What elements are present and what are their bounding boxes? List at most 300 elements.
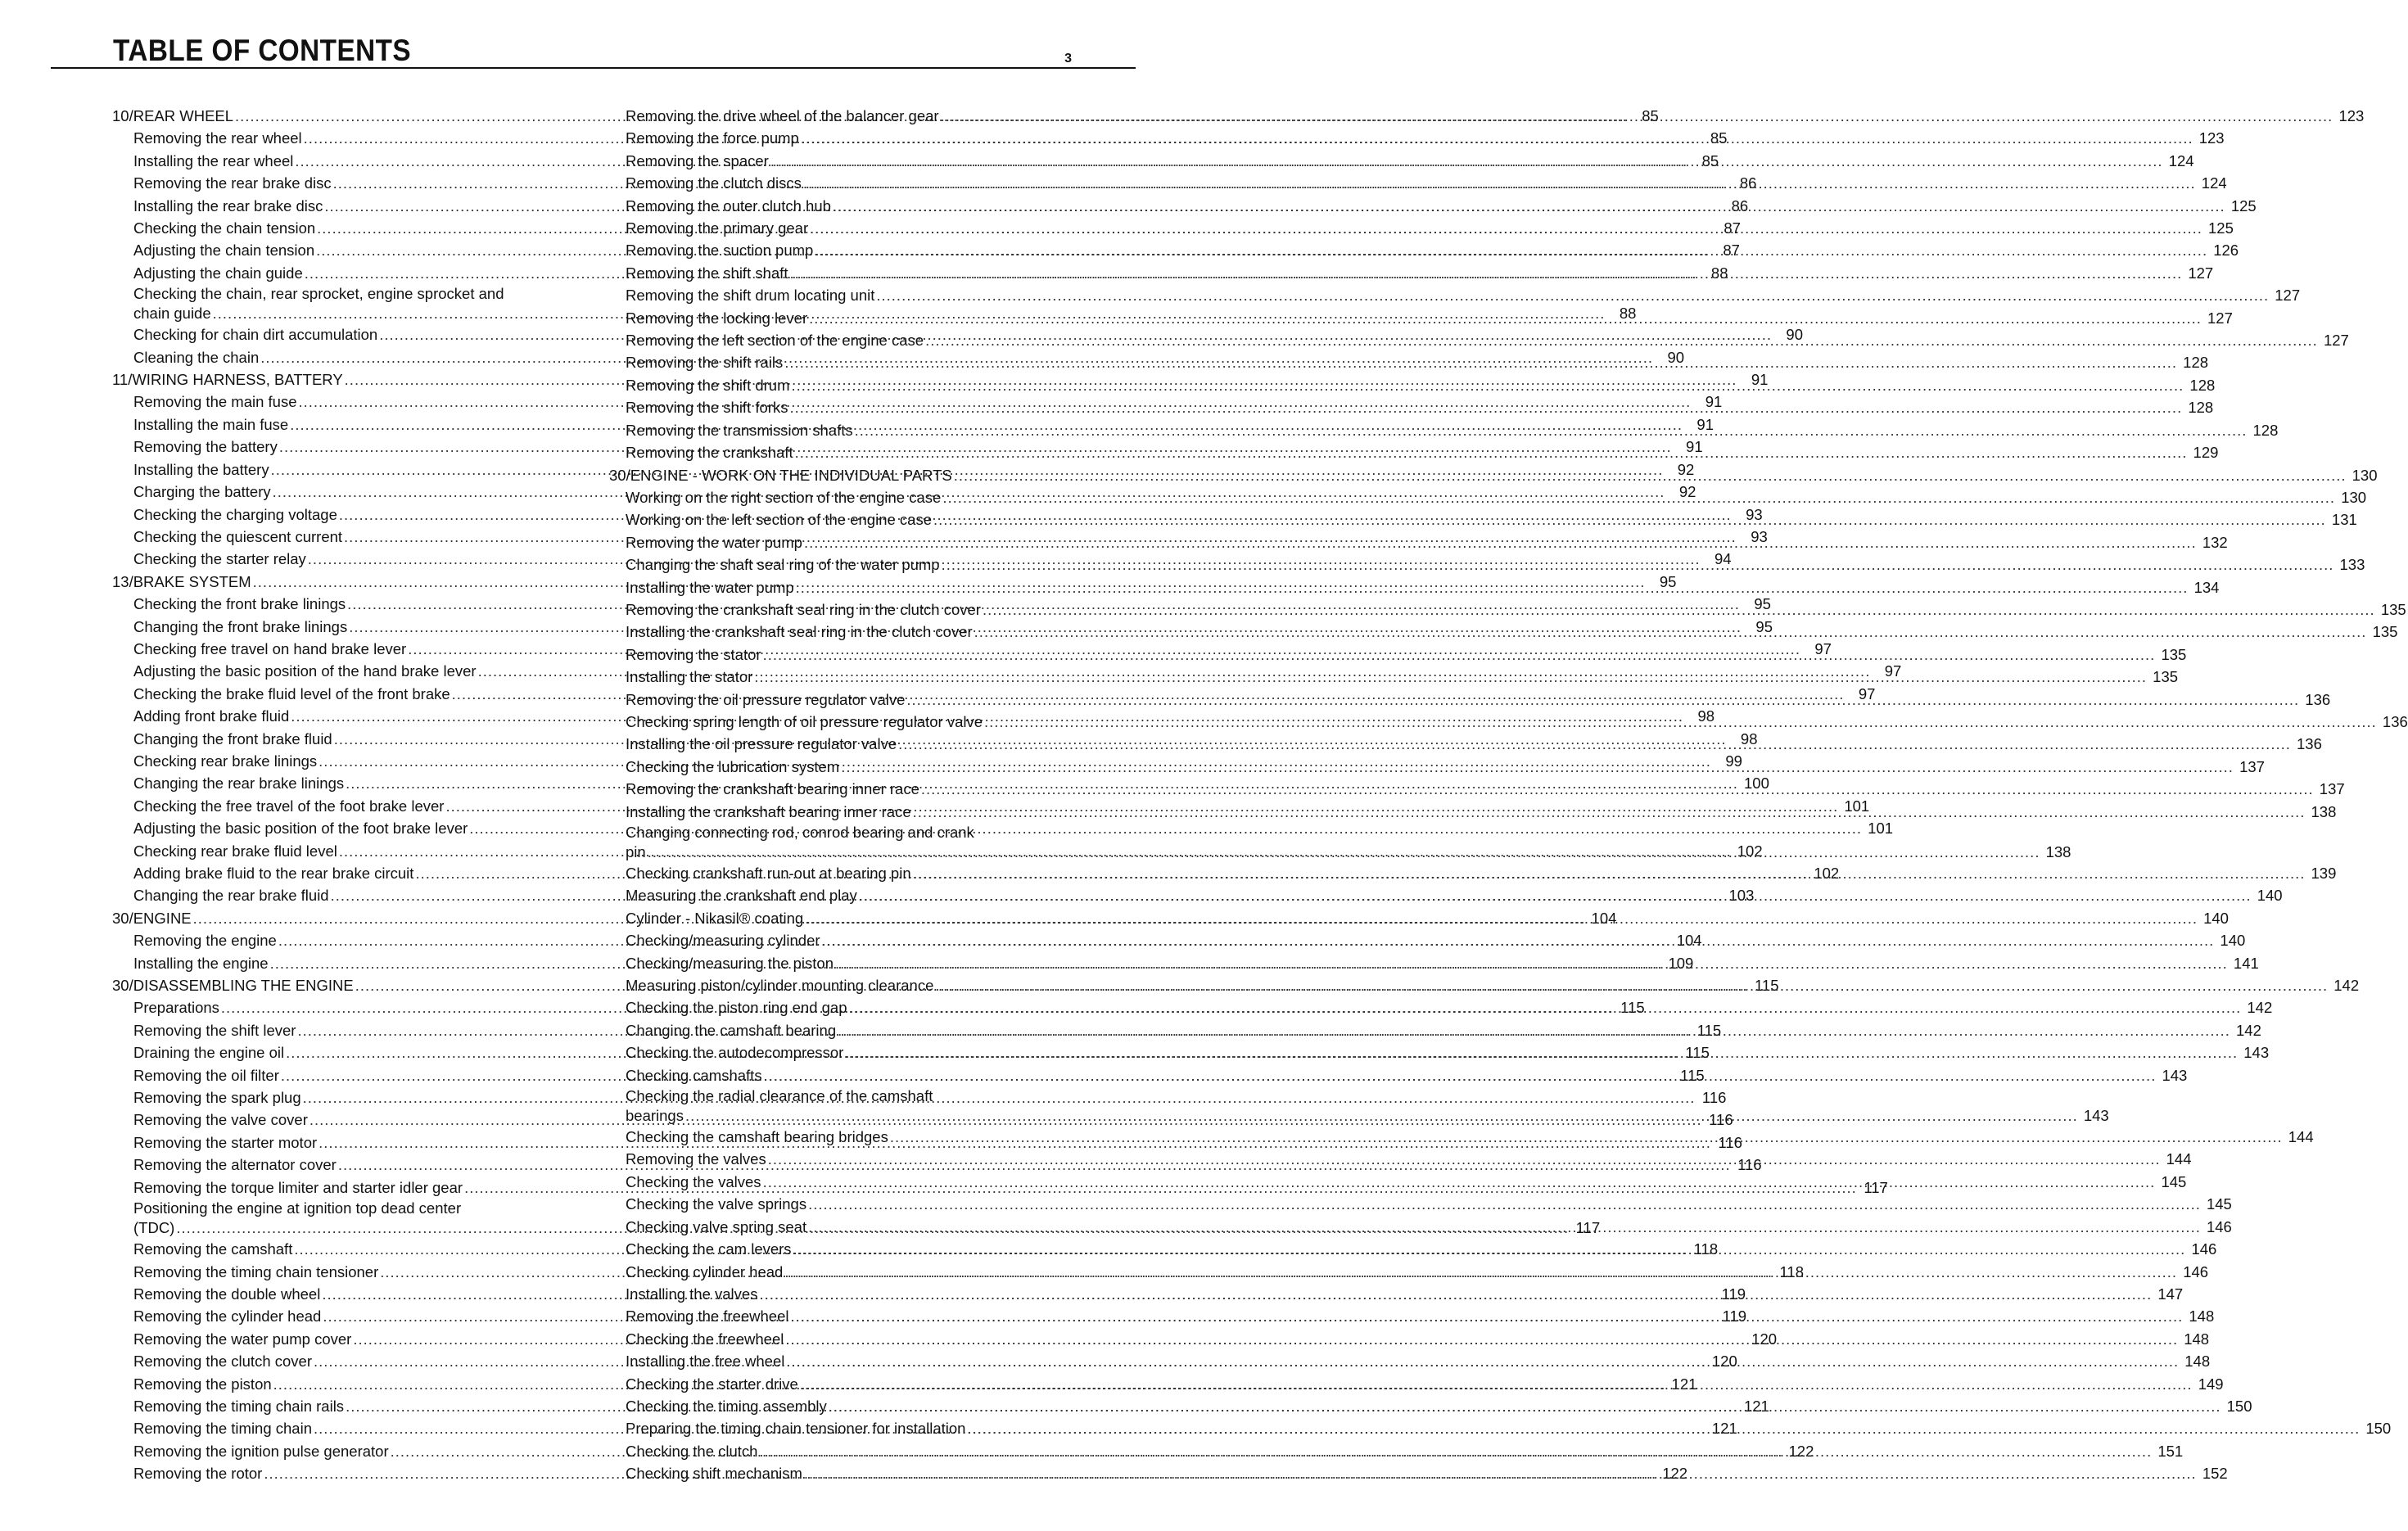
toc-entry-page: 88: [1619, 305, 1637, 323]
toc-entry-page: 128: [2189, 376, 2216, 394]
toc-entry-title: Installing the crankshaft seal ring in the clutch cover: [626, 623, 973, 641]
toc-entry-title: Removing the valve cover: [133, 1111, 308, 1129]
toc-entry-title: Measuring the crankshaft end play: [626, 887, 857, 905]
dot-leader: [983, 598, 2375, 621]
toc-entry-title-line1: Positioning the engine at ignition top dead center: [133, 1199, 462, 1217]
dot-leader: [890, 1126, 2283, 1148]
toc-entry-page: 138: [2311, 802, 2337, 820]
toc-entry-title: Charging the battery: [133, 483, 271, 501]
toc-entry-page: 99: [1725, 752, 1742, 770]
toc-entry-title: Checking free travel on hand brake lever: [133, 639, 407, 657]
dot-leader: [754, 666, 2147, 688]
dot-leader: [835, 952, 2228, 974]
toc-entry-title: Checking the front brake linings: [133, 595, 346, 613]
toc-entry-page: 97: [1858, 684, 1876, 702]
toc-entry-title: Removing the clutch discs: [626, 174, 802, 192]
dot-leader: [804, 1462, 2197, 1484]
dot-leader: [770, 150, 2163, 172]
dot-leader: [935, 974, 2328, 996]
toc-entry-title: Removing the shift forks: [626, 399, 788, 417]
toc-entry-page: 93: [1746, 505, 1763, 523]
toc-entry-page: 104: [1676, 932, 1702, 950]
dot-leader: [838, 1019, 2230, 1041]
dot-leader: [822, 929, 2215, 951]
toc-entry-title: Removing the water pump cover: [133, 1330, 352, 1348]
toc-entry-title: Removing the shift lever: [133, 1021, 296, 1039]
toc-entry-page: 104: [1591, 909, 1617, 927]
toc-entry-title: Removing the alternator cover: [133, 1156, 337, 1174]
toc-entry-page: 147: [2157, 1285, 2184, 1303]
toc-entry-title: Removing the shift drum locating unit: [626, 287, 875, 305]
toc-entry-page: 85: [1642, 107, 1659, 124]
toc-entry-title: Checking the autodecompressor: [626, 1044, 844, 1062]
toc-entry-page: 146: [2206, 1217, 2232, 1235]
toc-entry-page: 145: [2161, 1172, 2187, 1190]
toc-entry-title: Checking rear brake linings: [133, 752, 318, 770]
toc-entry-page: 92: [1677, 460, 1695, 478]
toc-entry-page: 118: [1779, 1262, 1805, 1280]
toc-entry-page: 131: [2331, 511, 2357, 529]
toc-entry-title: Installing the rear brake disc: [133, 196, 323, 215]
toc-entry-page: 135: [2372, 623, 2398, 641]
toc-entry-title: Removing the shift rails: [626, 354, 784, 372]
dot-leader: [845, 1041, 2238, 1064]
toc-entry-title: Removing the timing chain: [133, 1420, 312, 1438]
toc-entry-title: Removing the spacer: [626, 151, 769, 169]
toc-entry-page: 86: [1739, 174, 1757, 192]
dot-leader: [804, 531, 2197, 553]
toc-entry-title: Changing the front brake fluid: [133, 729, 332, 747]
toc-entry-page: 144: [2288, 1128, 2314, 1146]
toc-entry-title: Removing the torque limiter and starter idler gear: [133, 1178, 463, 1196]
dot-leader: [921, 778, 2314, 800]
toc-entry-page: 137: [2239, 757, 2265, 775]
toc-entry-title: Checking rear brake fluid level: [133, 842, 337, 860]
toc-entry-title: Removing the crankshaft seal ring in the clutch cover: [626, 600, 981, 618]
toc-entry-title: Changing the camshaft bearing: [626, 1021, 837, 1039]
toc-entry-title: Changing the front brake linings: [133, 617, 348, 635]
toc-entry-page: 115: [1696, 1021, 1722, 1039]
toc-entry-page: 91: [1751, 371, 1769, 389]
dot-leader: [942, 486, 2335, 508]
toc-entry-page: 97: [1884, 662, 1902, 680]
toc-entry-page: 124: [2201, 174, 2227, 192]
dot-leader: [913, 801, 2306, 823]
toc-entry-page: 141: [2233, 954, 2259, 972]
toc-entry-page: 115: [1685, 1044, 1710, 1062]
dot-leader: [759, 1283, 2152, 1305]
toc-entry-title: Installing the crankshaft bearing inner race: [626, 802, 911, 820]
toc-entry-title: Removing the stator: [626, 645, 761, 663]
dot-leader: [815, 239, 2207, 261]
toc-entry-title: Installing the stator: [626, 668, 753, 686]
toc-entry-page: 97: [1814, 639, 1832, 657]
toc-entry-page: 128: [2183, 354, 2209, 372]
toc-entry-page: 100: [1744, 775, 1769, 793]
toc-entry-page: 146: [2191, 1240, 2217, 1258]
toc-entry-page: 91: [1696, 415, 1714, 433]
toc-entry-page: 116: [1701, 1089, 1727, 1107]
dot-leader: [648, 842, 2040, 862]
dot-leader: [898, 733, 2291, 755]
toc-entry-title: Removing the shift drum: [626, 376, 790, 394]
page-title: TABLE OF CONTENTS: [113, 34, 412, 67]
toc-entry-title-line2: bearings: [626, 1107, 684, 1125]
toc-entry-title: Removing the battery: [133, 438, 278, 456]
dot-leader: [763, 644, 2156, 666]
toc-entry-title: Checking the starter drive: [626, 1375, 798, 1393]
toc-entry-page: 120: [1711, 1353, 1737, 1371]
toc-entry-title: Checking/measuring the piston: [626, 954, 834, 972]
toc-entry-page: 85: [1710, 129, 1728, 147]
toc-entry-title: Checking the starter relay: [133, 550, 306, 568]
toc-entry-title: Removing the spark plug: [133, 1089, 301, 1107]
toc-entry-title: Removing the transmission shafts: [626, 421, 853, 439]
toc-entry-page: 144: [2166, 1150, 2192, 1168]
toc-entry-title-line2: pin: [626, 843, 646, 860]
toc-entry-page: 91: [1705, 393, 1723, 411]
dot-leader: [808, 1193, 2201, 1215]
toc-entry-page: 90: [1667, 348, 1685, 366]
toc-entry-page: 138: [2045, 843, 2071, 860]
toc-entry-title: Removing the left section of the engine case: [626, 332, 924, 350]
toc-entry-page: 121: [1711, 1420, 1737, 1438]
toc-entry-page: 125: [2230, 196, 2257, 215]
dot-leader: [808, 1216, 2201, 1238]
dot-leader: [849, 996, 2242, 1018]
dot-leader: [784, 1261, 2177, 1283]
toc-entry-page: 143: [2243, 1044, 2270, 1062]
toc-entry-page: 98: [1740, 729, 1758, 747]
toc-entry-title: Draining the engine oil: [133, 1044, 285, 1062]
dot-leader: [801, 127, 2193, 149]
toc-entry-title: Checking valve spring seat: [626, 1217, 807, 1235]
toc-entry-title: Measuring piston/cylinder mounting clearance: [626, 977, 934, 995]
toc-entry-title: 10/REAR WHEEL: [112, 107, 234, 124]
toc-entry-title: Working on the left section of the engine case: [626, 511, 933, 529]
toc-entry-title: 11/WIRING HARNESS, BATTERY: [112, 371, 343, 389]
toc-entry-title: Preparing the timing chain tensioner for installation: [626, 1420, 966, 1438]
dot-leader: [967, 1417, 2360, 1439]
toc-entry-page: 93: [1751, 527, 1768, 545]
toc-entry-title: Checking the valves: [626, 1172, 761, 1190]
toc-entry-page: 137: [2319, 780, 2345, 798]
toc-entry-title: Installing the rear wheel: [133, 151, 294, 169]
toc-entry-page: 98: [1697, 707, 1715, 725]
toc-entry-page: 129: [2193, 444, 2219, 462]
toc-entry-page: 86: [1731, 196, 1749, 215]
toc-entry-title: Removing the timing chain tensioner: [133, 1262, 379, 1280]
dot-leader: [941, 105, 2333, 127]
toc-entry-title: Checking for chain dirt accumulation: [133, 326, 378, 344]
dot-leader: [913, 862, 2306, 884]
toc-entry-title: Checking spring length of oil pressure regulator valve: [626, 712, 983, 730]
toc-entry-title: Adjusting the chain tension: [133, 242, 315, 260]
toc-entry-page: 142: [2247, 999, 2273, 1017]
dot-leader: [954, 464, 2347, 486]
toc-entry-page: 123: [2338, 107, 2365, 124]
toc-entry-title: Cleaning the chain: [133, 348, 260, 366]
dot-leader: [784, 351, 2177, 373]
toc-entry-title: Changing the shaft seal ring of the water pump: [626, 556, 940, 574]
toc-entry-page: 148: [2189, 1307, 2215, 1326]
toc-entry-title: Checking the freewheel: [626, 1330, 784, 1348]
toc-entry-title: Removing the cylinder head: [133, 1307, 322, 1326]
toc-entry-page: 121: [1671, 1375, 1697, 1393]
toc-entry-title: Checking crankshaft run-out at bearing pin: [626, 865, 911, 882]
toc-entry-page: 150: [2226, 1397, 2252, 1415]
page-number: 3: [1064, 52, 1072, 65]
toc-entry-page: 142: [2236, 1021, 2261, 1039]
toc-entry-title: Removing the primary gear: [626, 219, 809, 237]
toc-entry-title: Removing the rear wheel: [133, 129, 302, 147]
toc-entry-page: 87: [1723, 242, 1740, 260]
toc-entry-title: Removing the crankshaft: [626, 444, 793, 462]
toc-entry-page: 126: [2213, 242, 2239, 260]
dot-leader: [792, 374, 2184, 396]
toc-entry-title-line1: Changing connecting rod, conrod bearing and crank: [626, 824, 974, 841]
toc-entry-title: Checking camshafts: [626, 1066, 762, 1084]
toc-entry-title: Removing the double wheel: [133, 1285, 321, 1303]
toc-entry-page: 87: [1724, 219, 1741, 237]
toc-entry-page: 128: [2188, 399, 2214, 417]
toc-entry-page: 117: [1864, 1178, 1888, 1196]
toc-entry-page: 116: [1737, 1156, 1762, 1174]
toc-entry-page: 121: [1743, 1397, 1769, 1415]
toc-entry-title: Removing the locking lever: [626, 309, 808, 327]
toc-entry-page: 127: [2323, 332, 2349, 350]
toc-entry-title-line2: chain guide: [133, 305, 211, 323]
dot-leader: [876, 284, 2269, 306]
dot-leader: [789, 262, 2182, 284]
toc-entry-title: Checking the cam levers: [626, 1240, 792, 1258]
dot-leader: [833, 195, 2225, 217]
toc-entry-page: 136: [2382, 712, 2408, 730]
toc-entry-page: 139: [2311, 865, 2337, 882]
toc-entry-title: Adding brake fluid to the rear brake circuit: [133, 865, 414, 882]
toc-entry[interactable]: [609, 284, 2301, 306]
toc-entry-title: Checking the free travel of the foot brake lever: [133, 797, 445, 815]
toc-entry-title: Installing the main fuse: [133, 415, 289, 433]
toc-entry-page: 127: [2275, 287, 2301, 305]
toc-entry-page: 109: [1668, 954, 1694, 972]
toc-entry-title: Checking the charging voltage: [133, 505, 337, 523]
dot-leader: [795, 441, 2188, 463]
dot-leader: [785, 1328, 2178, 1350]
dot-leader: [974, 621, 2367, 643]
toc-entry-title: Adjusting the chain guide: [133, 264, 303, 282]
toc-entry-title: Removing the main fuse: [133, 393, 297, 411]
toc-entry-page: 142: [2333, 977, 2360, 995]
toc-entry-title: Removing the crankshaft bearing inner race: [626, 780, 919, 798]
toc-entry-page: 140: [2203, 909, 2229, 927]
toc-entry-page: 103: [1728, 887, 1755, 905]
toc-entry-page: 95: [1755, 617, 1773, 635]
toc-entry-title: Adjusting the basic position of the hand brake lever: [133, 662, 477, 680]
dot-leader: [841, 756, 2234, 778]
dot-leader: [933, 508, 2326, 531]
toc-entry-title: Removing the outer clutch hub: [626, 196, 831, 215]
dot-leader: [764, 1064, 2157, 1086]
toc-entry-page: 149: [2198, 1375, 2224, 1393]
toc-entry-title: Removing the camshaft: [133, 1240, 293, 1258]
toc-entry-page: 122: [1788, 1442, 1814, 1460]
toc-entry-title: Installing the oil pressure regulator valve: [626, 735, 897, 753]
dot-leader: [768, 1148, 2161, 1170]
toc-entry-title: Installing the battery: [133, 460, 269, 478]
dot-leader: [859, 884, 2252, 906]
toc-entry-page: 95: [1754, 595, 1771, 613]
toc-entry-page: 115: [1680, 1066, 1705, 1084]
dot-leader: [685, 1106, 2078, 1126]
toc-entry-title: Installing the free wheel: [626, 1353, 785, 1371]
toc-entry-title: Installing the water pump: [626, 578, 794, 596]
toc-entry-page: 148: [2184, 1353, 2211, 1371]
toc-entry-page: 125: [2208, 219, 2234, 237]
dot-leader: [796, 576, 2189, 598]
toc-entry-page: 92: [1678, 483, 1696, 501]
toc-entry-page: 130: [2341, 488, 2367, 506]
dot-leader: [805, 907, 2198, 929]
toc-entry-page: 135: [2161, 645, 2187, 663]
toc-entry-page: 132: [2202, 533, 2228, 551]
toc-entry-title: Removing the ignition pulse generator: [133, 1442, 389, 1460]
toc-entry-page: 116: [1709, 1111, 1733, 1129]
toc-entry-page: 119: [1722, 1307, 1747, 1326]
toc-entry-page: 119: [1721, 1285, 1746, 1303]
toc-entry-title: Removing the timing chain rails: [133, 1397, 345, 1415]
toc-entry-title: Checking/measuring cylinder: [626, 932, 820, 950]
toc-entry-page: 146: [2183, 1262, 2209, 1280]
toc-entry-page: 151: [2157, 1442, 2184, 1460]
toc-entry-title: Cylinder - Nikasil® coating: [626, 909, 804, 927]
dot-leader: [829, 1395, 2221, 1417]
toc-entry-page: 90: [1786, 326, 1803, 344]
toc-entry-page: 140: [2257, 887, 2283, 905]
toc-entry-title: Removing the shift shaft: [626, 264, 788, 282]
toc-entry-title: Changing the rear brake fluid: [133, 887, 329, 905]
toc-entry-page: 134: [2193, 578, 2220, 596]
toc-entry-page: 101: [1844, 797, 1870, 815]
toc-entry-title: Removing the engine: [133, 932, 277, 950]
toc-entry-title-line1: Checking the radial clearance of the camshaft: [626, 1087, 933, 1105]
toc-entry[interactable]: [609, 1193, 2232, 1215]
toc-entry-title: Checking the clutch: [626, 1442, 758, 1460]
toc-entry-title: Removing the oil filter: [133, 1066, 279, 1084]
toc-entry-title: Adding front brake fluid: [133, 707, 290, 725]
toc-entry-title: Removing the clutch cover: [133, 1353, 312, 1371]
dot-leader: [984, 711, 2377, 733]
toc-entry-page: 148: [2184, 1330, 2210, 1348]
toc-entry-title: Checking the valve springs: [626, 1195, 807, 1213]
toc-entry-title-line2: (TDC): [133, 1219, 175, 1237]
toc-entry-title: Adjusting the basic position of the foot brake lever: [133, 820, 468, 838]
dot-leader: [925, 329, 2318, 351]
toc-entry-title: Removing the rotor: [133, 1465, 263, 1483]
toc-entry-title: Checking the timing assembly: [626, 1397, 827, 1415]
toc-entry-title: 30/DISASSEMBLING THE ENGINE: [112, 977, 354, 995]
toc-entry-page: 101: [1868, 820, 1894, 838]
toc-entry-page: 102: [1737, 842, 1763, 860]
toc-entry-title: Removing the suction pump: [626, 242, 814, 260]
dot-leader: [809, 307, 2202, 329]
toc-entry-page: 116: [1718, 1133, 1742, 1151]
toc-entry-title: Checking cylinder head: [626, 1262, 784, 1280]
toc-entry-title: Checking the brake fluid level of the front brake: [133, 684, 450, 702]
toc-entry-title: Removing the piston: [133, 1375, 272, 1393]
toc-entry-page: 127: [2188, 264, 2214, 282]
dot-leader: [942, 553, 2334, 576]
dot-leader: [793, 1238, 2186, 1260]
dot-leader: [855, 419, 2248, 441]
toc-entry-page: 120: [1751, 1330, 1778, 1348]
toc-entry-title: Installing the engine: [133, 954, 269, 972]
dot-leader: [906, 689, 2299, 711]
toc-entry-title: Preparations: [133, 999, 219, 1017]
toc-entry-title: Removing the valves: [626, 1150, 766, 1168]
toc-entry-page: 123: [2198, 129, 2225, 147]
toc-entry-title: Checking the lubrication system: [626, 757, 840, 775]
dot-leader: [763, 1171, 2156, 1193]
toc-entry-title: 13/BRAKE SYSTEM: [112, 572, 251, 590]
toc-entry-page: 102: [1814, 865, 1840, 882]
toc-entry-title: Installing the valves: [626, 1285, 758, 1303]
dot-leader: [789, 396, 2182, 418]
toc-entry-page: 128: [2252, 421, 2279, 439]
toc-entry-page: 122: [1662, 1465, 1688, 1483]
dot-leader: [791, 1305, 2184, 1327]
toc-entry-page: 127: [2207, 309, 2233, 327]
toc-entry-page: 118: [1693, 1240, 1719, 1258]
toc-entry-page: 91: [1686, 438, 1703, 456]
toc-entry-page: 143: [2162, 1066, 2188, 1084]
toc-entry-title: Changing the rear brake linings: [133, 775, 345, 793]
dot-leader: [803, 172, 2196, 194]
toc-entry-page: 130: [2352, 466, 2378, 484]
toc-entry-title: Checking shift mechanism: [626, 1465, 802, 1483]
toc-entry-page: 117: [1575, 1219, 1601, 1237]
toc-entry-page: 135: [2153, 668, 2179, 686]
toc-entry-title: Checking the camshaft bearing bridges: [626, 1128, 888, 1146]
toc-entry-title: Checking the quiescent current: [133, 527, 343, 545]
toc-entry-title: 30/ENGINE: [112, 909, 192, 927]
dot-leader: [810, 217, 2202, 239]
toc-entry-page: 152: [2202, 1465, 2228, 1483]
toc-entry-title: Removing the oil pressure regulator valve: [626, 690, 906, 708]
toc-entry-page: 150: [2365, 1420, 2392, 1438]
dot-leader: [800, 1373, 2193, 1395]
toc-entry-page: 115: [1754, 977, 1779, 995]
dot-leader: [786, 1350, 2179, 1372]
toc-entry-page: 124: [2168, 151, 2194, 169]
toc-entry-page: 136: [2297, 735, 2322, 753]
dot-leader: [759, 1440, 2152, 1462]
toc-entry-page: 94: [1714, 550, 1732, 568]
toc-entry-title: Checking the piston ring end gap: [626, 999, 847, 1017]
toc-entry-title-line1: Checking the chain, rear sprocket, engine sprocket and: [133, 285, 504, 303]
toc-entry-page: 115: [1620, 999, 1645, 1017]
toc-entry-page: 133: [2339, 556, 2365, 574]
toc-entry-title: 30/ENGINE - WORK ON THE INDIVIDUAL PARTS: [609, 466, 952, 484]
toc-entry-title: Removing the force pump: [626, 129, 799, 147]
toc-entry-page: 85: [1701, 151, 1719, 169]
toc-entry-page: 136: [2305, 690, 2331, 708]
toc-entry-title: Removing the water pump: [626, 533, 802, 551]
toc-entry-title: Removing the rear brake disc: [133, 174, 332, 192]
page-header: [51, 33, 1136, 69]
toc-entry-page: 145: [2206, 1195, 2232, 1213]
toc-entry-page: 88: [1710, 264, 1728, 282]
